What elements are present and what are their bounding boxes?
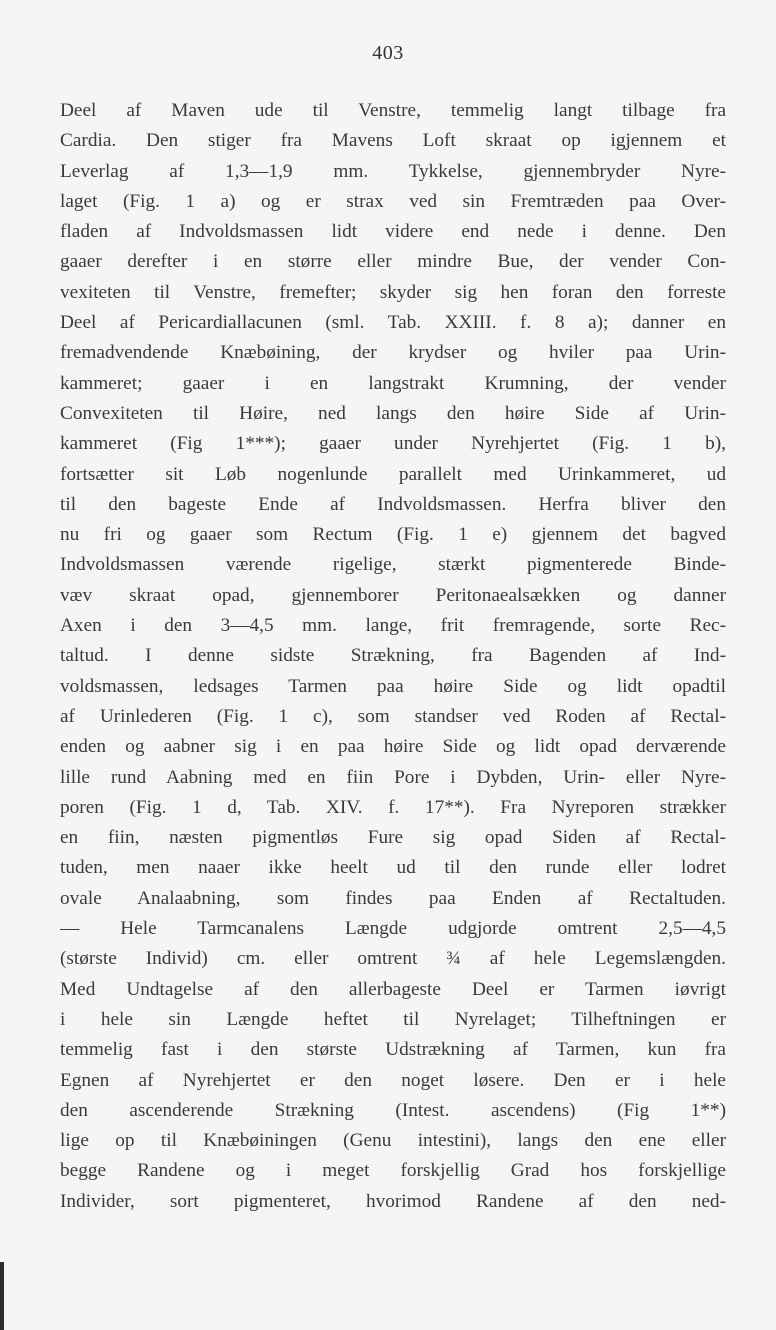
text-line: gaaer derefter i en større eller mindre Bue, der vender Con- bbox=[60, 251, 726, 273]
text-line: lige op til Knæbøiningen (Genu intestini), langs den ene eller bbox=[60, 1130, 726, 1152]
text-line: Convexiteten til Høire, ned langs den høire Side af Urin- bbox=[60, 402, 726, 424]
text-line: Cardia. Den stiger fra Mavens Loft skraat op igjennem et bbox=[60, 130, 726, 152]
text-line: en fiin, næsten pigmentløs Fure sig opad Siden af Rectal- bbox=[60, 827, 726, 849]
text-line: Deel af Maven ude til Venstre, temmelig langt tilbage fra bbox=[60, 100, 726, 121]
text-line: lille rund Aabning med en fiin Pore i Dybden, Urin- eller Nyre- bbox=[60, 766, 726, 788]
page-number: 403 bbox=[372, 42, 404, 64]
text-line: ovale Analaabning, som findes paa Enden af Rectaltuden. bbox=[60, 887, 726, 909]
text-line: tuden, men naaer ikke heelt ud til den runde eller lodret bbox=[60, 857, 726, 879]
text-line: Deel af Pericardiallacunen (sml. Tab. XXIII. f. 8 a); danner en bbox=[60, 312, 726, 334]
body-text bbox=[60, 96, 726, 1217]
text-line: taltud. I denne sidste Strækning, fra Bagenden af Ind- bbox=[60, 645, 726, 667]
text-line: temmelig fast i den største Udstrækning af Tarmen, kun fra bbox=[60, 1039, 726, 1061]
text-line: — Hele Tarmcanalens Længde udgjorde omtrent 2,5—4,5 bbox=[60, 918, 726, 940]
text-line: vexiteten til Venstre, fremefter; skyder sig hen foran den forreste bbox=[60, 281, 726, 303]
text-line: voldsmassen, ledsages Tarmen paa høire Side og lidt opadtil bbox=[60, 675, 726, 697]
text-line: (største Individ) cm. eller omtrent ¾ af hele Legemslængden. bbox=[60, 948, 726, 970]
scan-edge-mark bbox=[0, 1262, 4, 1330]
text-line: fremadvendende Knæbøining, der krydser og hviler paa Urin- bbox=[60, 342, 726, 364]
text-line: kammeret (Fig 1***); gaaer under Nyrehjertet (Fig. 1 b), bbox=[60, 433, 726, 455]
text-line: af Urinlederen (Fig. 1 c), som standser ved Roden af Rectal- bbox=[60, 705, 726, 727]
text-line: i hele sin Længde heftet til Nyrelaget; Tilheftningen er bbox=[60, 1008, 726, 1030]
text-line: enden og aabner sig i en paa høire Side og lidt opad derværende bbox=[60, 736, 726, 758]
text-line: fladen af Indvoldsmassen lidt videre end nede i denne. Den bbox=[60, 221, 726, 243]
text-line: Axen i den 3—4,5 mm. lange, frit fremragende, sorte Rec- bbox=[60, 615, 726, 637]
text-line: den ascenderende Strækning (Intest. ascendens) (Fig 1**) bbox=[60, 1099, 726, 1121]
text-line: begge Randene og i meget forskjellig Grad hos forskjellige bbox=[60, 1160, 726, 1182]
text-line: poren (Fig. 1 d, Tab. XIV. f. 17**). Fra Nyreporen strækker bbox=[60, 796, 726, 818]
text-line: Med Undtagelse af den allerbageste Deel er Tarmen iøvrigt bbox=[60, 978, 726, 1000]
text-line: væv skraat opad, gjennemborer Peritonaealsækken og danner bbox=[60, 584, 726, 606]
text-line: nu fri og gaaer som Rectum (Fig. 1 e) gjennem det bagved bbox=[60, 524, 726, 546]
text-line: Individer, sort pigmenteret, hvorimod Randene af den ned- bbox=[60, 1190, 726, 1212]
text-line: fortsætter sit Løb nogenlunde parallelt med Urinkammeret, ud bbox=[60, 463, 726, 485]
text-line: Indvoldsmassen værende rigelige, stærkt pigmenterede Binde- bbox=[60, 554, 726, 576]
text-line: Leverlag af 1,3—1,9 mm. Tykkelse, gjennembryder Nyre- bbox=[60, 160, 726, 182]
text-line: laget (Fig. 1 a) og er strax ved sin Fremtræden paa Over- bbox=[60, 190, 726, 212]
text-line: til den bageste Ende af Indvoldsmassen. Herfra bliver den bbox=[60, 493, 726, 515]
text-line: kammeret; gaaer i en langstrakt Krumning, der vender bbox=[60, 372, 726, 394]
text-line: Egnen af Nyrehjertet er den noget løsere. Den er i hele bbox=[60, 1069, 726, 1091]
